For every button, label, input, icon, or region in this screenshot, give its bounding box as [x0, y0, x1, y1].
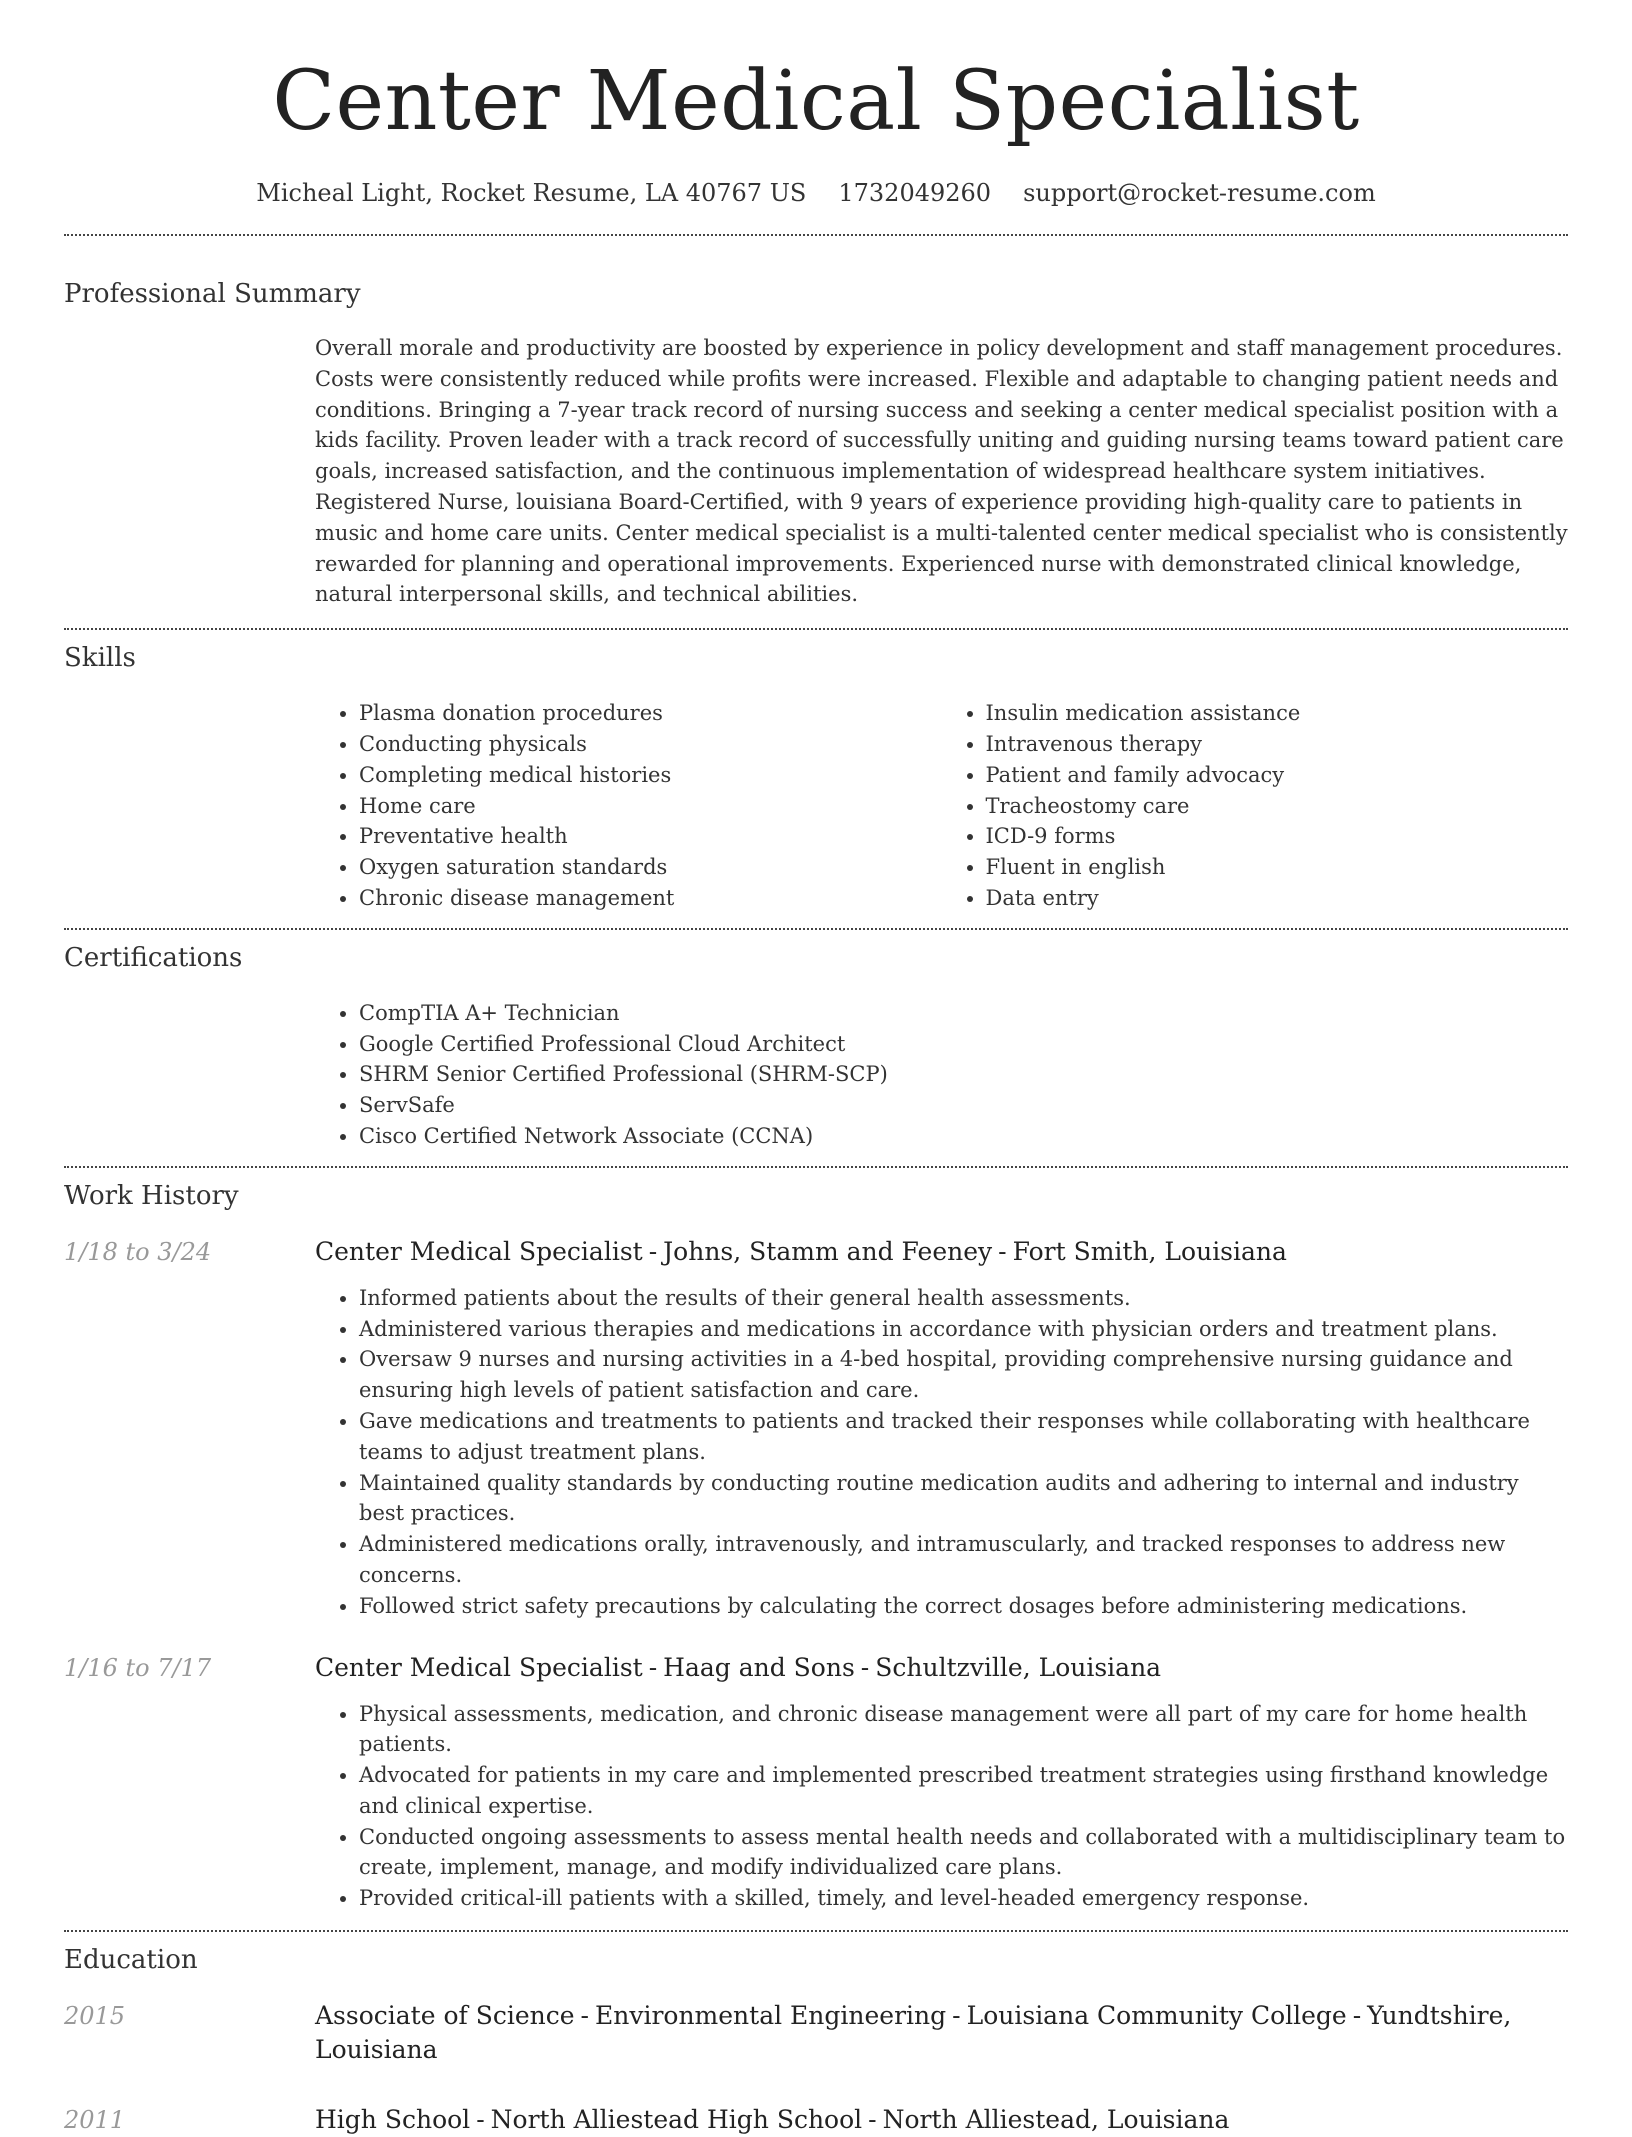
job-location: Schultzville, Louisiana: [875, 1652, 1162, 1682]
job-company: Haag and Sons: [663, 1652, 855, 1682]
education-field: Environmental Engineering: [594, 2001, 947, 2031]
job-bullet: • Oversaw 9 nurses and nursing activities in a 4-bed hospital, providing comprehensive nursing guidance and ensuring high levels of patient satisfaction and care.: [359, 1344, 1568, 1406]
job-dates: 1/16 to 7/17: [64, 1653, 212, 1682]
job-bullets: [315, 1283, 1568, 1622]
skills-list-right: [942, 698, 1569, 914]
skill-item: • Oxygen saturation standards: [359, 852, 942, 883]
education-heading: High School - North Alliestead High School - North Alliestead, Louisiana: [315, 2105, 1230, 2135]
certifications-list: [315, 998, 1568, 1152]
education-location: North Alliestead, Louisiana: [882, 2105, 1230, 2135]
job-bullet: • Physical assessments, medication, and chronic disease management were all part of my care for home health patients.: [359, 1699, 1568, 1761]
job-bullet: • Conducted ongoing assessments to assess mental health needs and collaborated with a multidisciplinary team to create, implement, manage, and modify individualized care plans.: [359, 1822, 1568, 1884]
job-dates: 1/18 to 3/24: [64, 1237, 212, 1266]
job-bullets: [315, 1699, 1568, 1915]
education-section: [64, 1943, 1568, 2137]
job-bullet: • Administered medications orally, intravenously, and intramuscularly, and tracked responses to address new concerns.: [359, 1529, 1568, 1591]
certification-item: • Cisco Certified Network Associate (CCNA): [359, 1121, 1568, 1152]
certification-item: • ServSafe: [359, 1090, 1568, 1121]
education-year: 2011: [64, 2106, 126, 2135]
skill-item: • Data entry: [986, 883, 1569, 914]
skill-item: • Completing medical histories: [359, 760, 942, 791]
section-divider: [64, 1930, 1568, 1932]
summary-text: Overall morale and productivity are boosted by experience in policy development and staff management procedures. Costs were consistently reduced while profits were increased. Flexible and adaptable to changing patient needs and conditions. Bringing a 7-year track record of nursing success and seeking a center medical specialist position with a kids facility. Proven leader with a track record of successfully uniting and guiding nursing teams toward patient care goals, increased satisfaction, and the continuous implementation of widespread healthcare system initiatives. Registered Nurse, louisiana Board-Certified, with 9 years of experience providing high-quality care to patients in music and home care units. Center medical specialist is a multi-talented center medical specialist who is consistently rewarded for planning and operational improvements. Experienced nurse with demonstrated clinical knowledge, natural interpersonal skills, and technical abilities.: [315, 336, 1568, 607]
job-location: Fort Smith, Louisiana: [1012, 1236, 1287, 1266]
skill-item: • ICD-9 forms: [986, 821, 1569, 852]
contact-email: support@rocket-resume.com: [1023, 179, 1376, 207]
education-school: Louisiana Community College: [966, 2001, 1347, 2031]
contact-line: [64, 178, 1568, 208]
work-history-section: [64, 1179, 1568, 1914]
skill-item: • Fluent in english: [986, 852, 1569, 883]
section-divider: [64, 234, 1568, 236]
section-divider: [64, 628, 1568, 630]
skills-list-left: [315, 698, 942, 914]
section-divider: [64, 1166, 1568, 1168]
job-entry: [64, 1235, 1568, 1622]
job-company: Johns, Stamm and Feeney: [663, 1236, 993, 1266]
job-title: Center Medical Specialist: [315, 1652, 643, 1682]
job-bullet: • Maintained quality standards by conducting routine medication audits and adhering to internal and industry best practices.: [359, 1468, 1568, 1530]
skill-item: • Conducting physicals: [359, 729, 942, 760]
job-bullet: • Gave medications and treatments to patients and tracked their responses while collaborating with healthcare teams to adjust treatment plans.: [359, 1406, 1568, 1468]
certifications-section: [64, 941, 1568, 1152]
job-title: Center Medical Specialist: [315, 1236, 643, 1266]
section-divider: [64, 928, 1568, 930]
summary-section: [64, 277, 1568, 610]
education-degree: Associate of Science: [315, 2001, 575, 2031]
education-location: Yundtshire, Louisiana: [315, 2001, 1512, 2065]
resume-title: Center Medical Specialist: [272, 54, 1360, 149]
section-heading-work-history: Work History: [64, 1180, 239, 1211]
skills-section: [64, 641, 1568, 914]
education-heading: Associate of Science - Environmental Engineering - Louisiana Community College - Yundtshire, Louisiana: [315, 2001, 1512, 2065]
skill-item: • Preventative health: [359, 821, 942, 852]
skill-item: • Intravenous therapy: [986, 729, 1569, 760]
certification-item: • Google Certified Professional Cloud Architect: [359, 1029, 1568, 1060]
contact-address: Micheal Light, Rocket Resume, LA 40767 US: [256, 179, 807, 207]
skill-item: • Plasma donation procedures: [359, 698, 942, 729]
job-heading: Center Medical Specialist - Haag and Sons - Schultzville, Louisiana: [315, 1652, 1162, 1682]
skill-item: • Chronic disease management: [359, 883, 942, 914]
education-entry: [64, 2103, 1568, 2137]
skill-item: • Patient and family advocacy: [986, 760, 1569, 791]
job-bullet: • Provided critical-ill patients with a skilled, timely, and level-headed emergency response.: [359, 1883, 1568, 1914]
resume-page: [64, 0, 1568, 2137]
job-bullet: • Administered various therapies and medications in accordance with physician orders and treatment plans.: [359, 1314, 1568, 1345]
section-heading-summary: Professional Summary: [64, 279, 361, 309]
contact-phone: 1732049260: [838, 179, 992, 207]
job-bullet: • Advocated for patients in my care and implemented prescribed treatment strategies using firsthand knowledge and clinical expertise.: [359, 1760, 1568, 1822]
skill-item: • Home care: [359, 791, 942, 822]
education-school: North Alliestead High School: [490, 2105, 863, 2135]
education-entry: [64, 1999, 1568, 2067]
education-year: 2015: [64, 2002, 126, 2031]
resume-header: [64, 0, 1568, 208]
job-heading: Center Medical Specialist - Johns, Stamm and Feeney - Fort Smith, Louisiana: [315, 1236, 1287, 1266]
job-bullet: • Followed strict safety precautions by calculating the correct dosages before administering medications.: [359, 1591, 1568, 1622]
section-heading-certifications: Certifications: [64, 942, 243, 973]
certification-item: • SHRM Senior Certified Professional (SHRM-SCP): [359, 1059, 1568, 1090]
section-heading-education: Education: [64, 1945, 198, 1976]
section-heading-skills: Skills: [64, 643, 136, 674]
job-bullet: • Informed patients about the results of their general health assessments.: [359, 1283, 1568, 1314]
education-degree: High School: [315, 2105, 471, 2135]
job-entry: [64, 1651, 1568, 1915]
skill-item: • Insulin medication assistance: [986, 698, 1569, 729]
skill-item: • Tracheostomy care: [986, 791, 1569, 822]
certification-item: • CompTIA A+ Technician: [359, 998, 1568, 1029]
